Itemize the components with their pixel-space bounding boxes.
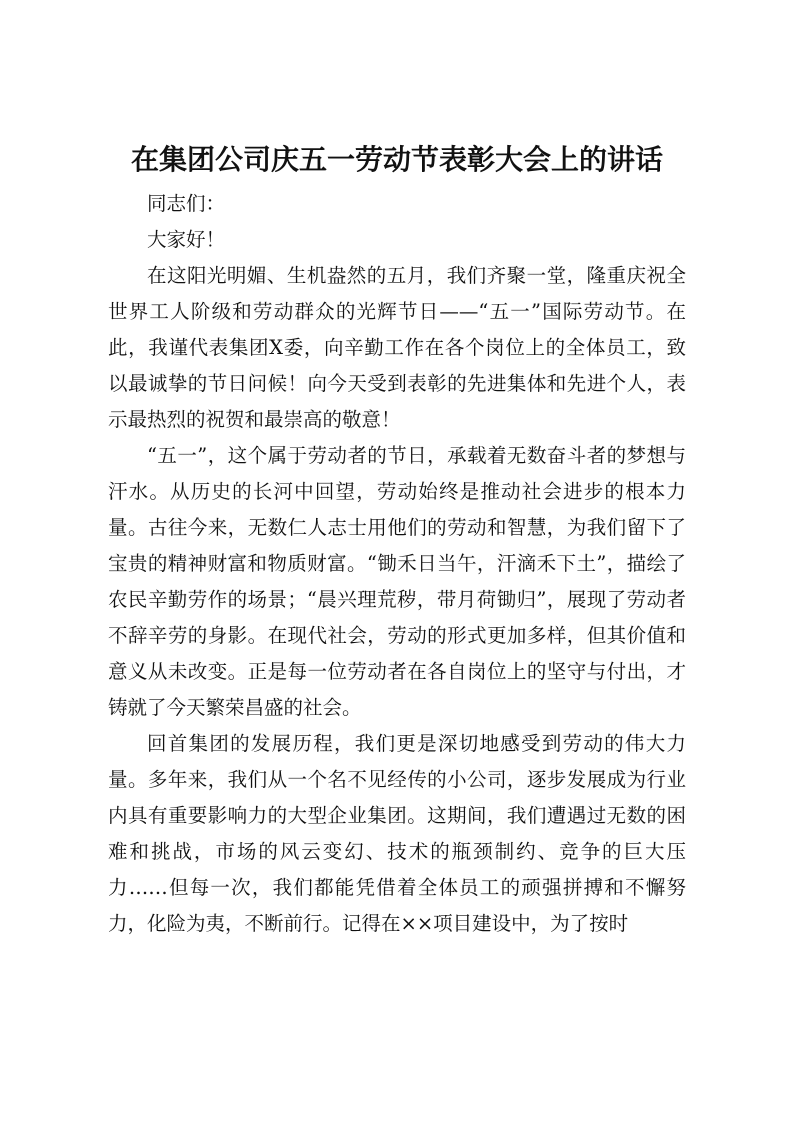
paragraph: “五一”，这个属于劳动者的节日，承载着无数奋斗者的梦想与汗水。从历史的长河中回望，劳动始终是推动社会进步的根本力量。古往今来，无数仁人志士用他们的劳动和智慧，为我们留下了宝贵的精神财富和物质财富。“锄禾日当午，汗滴禾下土”，描绘了农民辛勤劳作的场景；“晨兴理荒秽，带月荷锄归”，展现了劳动者不辞辛劳的身影。在现代社会，劳动的形式更加多样，但其价值和意义从未改变。正是每一位劳动者在各自岗位上的坚守与付出，才铸就了今天繁荣昌盛的社会。: [108, 444, 686, 719]
salutation: 同志们：: [147, 192, 226, 215]
paragraph: 在这阳光明媚、生机盎然的五月，我们齐聚一堂，隆重庆祝全世界工人阶级和劳动群众的光辉节日——“五一”国际劳动节。在此，我谨代表集团X委，向辛勤工作在各个岗位上的全体员工，致以最诚挚的节日问候！向今天受到表彰的先进集体和先进个人，表示最热烈的祝贺和最崇高的敬意！: [108, 264, 686, 431]
document-title: 在集团公司庆五一劳动节表彰大会上的讲话: [130, 143, 663, 176]
paragraph: 回首集团的发展历程，我们更是深切地感受到劳动的伟大力量。多年来，我们从一个名不见经传的小公司，逐步发展成为行业内具有重要影响力的大型企业集团。这期间，我们遭遇过无数的困难和挑战，市场的风云变幻、技术的瓶颈制约、竞争的巨大压力……但每一次，我们都能凭借着全体员工的顽强拼搏和不懈努力，化险为夷，不断前行。记得在××项目建设中，为了按时: [108, 732, 686, 935]
greeting: 大家好！: [147, 228, 226, 251]
document-page: [108, 140, 686, 942]
